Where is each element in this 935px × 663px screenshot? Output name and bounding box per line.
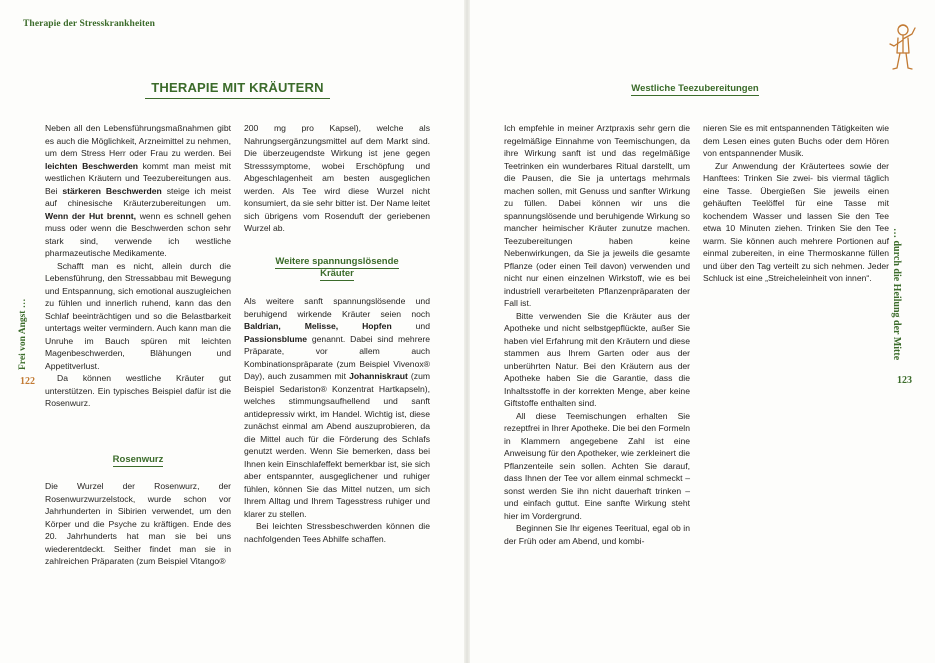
paragraph: Zur Anwendung der Kräutertees sowie der Hanftees: Trinken Sie zwei- bis viermal täglich eine Tasse. Übergießen Sie jeweils einen gehäuften Teelöffel für eine Tasse mit kochendem Wasser und lassen Sie den Tee etwa 10 Minuten ziehen. Trinken Sie den Tee warm. Sie können auch mehrere Portionen auf einmal zubereiten, in eine Thermoskanne füllen und über den Tag verteilt zu sich nehmen. Jeder Schluck ist eine „Streicheleinheit von innen“.: [703, 160, 889, 283]
paragraph: 200 mg pro Kapsel), welche als Nahrungsergänzungsmittel auf dem Markt sind. Die überzeugendste Wirkung ist jene gegen Stresssymptome, wobei Erschöpfung und Abgeschlagenheit am besten ausgeglichen werden. Als Tee wird diese Wurzel nicht konsumiert, da sie sehr bitter ist. Der Name leitet sich übrigens vom Rosenduft der geriebenen Wurzel ab.: [244, 123, 430, 233]
paragraph: Bei leichten Stressbeschwerden können die nachfolgenden Tees Abhilfe schaffen.: [244, 521, 430, 544]
paragraph: Ich empfehle in meiner Arztpraxis sehr gern die regelmäßige Einnahme von Teemischungen, da ihre Wirkung sanft ist und das regelmäßige Teetrinken ein wunderbares Ritual darstellt, um die Pausen, die Sie ja untertags mehrmals machen sollen, mit Genuss und sanfter Wirkung zu füllen. Dabei können wir uns die spannungslösende und beruhigende Wirkung so mancher heimischer Kräuter zunutze machen. Teezubereitungen haben keine Nebenwirkungen, da Sie ja jeweils die gesamte Pflanze (oder einen Teil davon) verwenden und nicht nur einen einzelnen Wirkstoff, wie es bei industriell verarbeiteten Pflanzenpräparaten der Fall ist.: [504, 123, 690, 308]
paragraph: [45, 122, 231, 260]
right-column-1: [504, 122, 690, 547]
text-run: Als weitere sanft spannungslösende und beruhigend wirkende Kräuter seien noch: [244, 296, 430, 319]
paragraph: [244, 295, 430, 520]
section-heading-rosenwurz: [45, 454, 231, 466]
section-heading-teezubereitungen: [600, 83, 790, 95]
heading-text: Rosenwurz: [112, 454, 164, 465]
bold-run: stärkeren Beschwerden: [62, 185, 162, 196]
paragraph: Schafft man es nicht, allein durch die Lebensführung, den Stressabbau mit Bewegung und Entspannung, sich emotional auszugleichen zu fühlen und innerlich ruhend, kann das den Schlaf beeinträchtigen und so die Belastbarkeit untertags weiter vermindern. Auch kann man die Unruhe im Bauch spüren mit leichten Magenbeschwerden, Blähungen und Appetitverlust.: [45, 260, 231, 371]
book-gutter: [464, 0, 470, 663]
side-tab-left: Frei von Angst …: [18, 298, 28, 370]
page-number-right: 123: [897, 375, 912, 386]
running-head: Therapie der Stresskrankheiten: [23, 19, 155, 29]
text-run: wenn es schnell gehen muss oder wenn die Beschwerden schon sehr stark sind, verwende ich westliche pharmazeutische Medikamente.: [45, 210, 231, 258]
text-run: steige ich meist auf chinesische Kräuterzubereitungen um.: [45, 185, 231, 208]
paragraph: All diese Teemischungen erhalten Sie rezeptfrei in Ihrer Apotheke. Die bei den Formeln in Klammern angegebene Zahl ist eine Anweisung für den Apotheker, wie zerkleinert die Pflanzenteile sein sollen. Achten Sie darauf, dass Ihnen der Tee vor allem einmal schmeckt – sonst werden Sie ihn nicht dauerhaft trinken – und einfach guttut. Eine sanfte Wirkung steht hier im Vordergrund.: [504, 410, 690, 521]
doctor-figure-icon: [884, 22, 920, 72]
side-tab-right: … durch die Heilung der Mitte: [891, 228, 902, 361]
paragraph: Da können westliche Kräuter gut unterstützen. Ein typisches Beispiel dafür ist die Rosenwurz.: [45, 373, 231, 408]
chapter-title: THERAPIE MIT KRÄUTERN: [145, 80, 330, 99]
text-run: und: [391, 321, 430, 331]
spannungsloesend-text: [244, 295, 430, 545]
heading-text: Westliche Teezubereitungen: [631, 83, 759, 94]
page-number-left: 122: [20, 376, 35, 387]
left-column-2: [244, 122, 430, 235]
rosenwurz-text: [45, 480, 231, 568]
bold-run: leichten Beschwerden: [45, 160, 138, 171]
text-run: kommt man meist mit westlichen Kräutern und Teezubereitungen aus. Bei: [45, 160, 231, 196]
section-heading-spannungsloesend: [244, 256, 430, 280]
heading-text: Weitere spannungslösende: [275, 256, 399, 267]
paragraph: nieren Sie es mit entspannenden Tätigkeiten wie dem Lesen eines guten Buchs oder dem Hören von entspannender Musik.: [703, 123, 889, 158]
bold-run: Passionsblume: [244, 333, 308, 344]
text-run: Neben all den Lebensführungsmaßnahmen gibt es auch die Möglichkeit, Arzneimittel zu nehmen, um dem Stress Herr oder Frau zu werden. Bei: [45, 123, 231, 158]
text-run: (zum Beispiel Sedariston® Konzentrat Hartkapseln), welches stimmungsaufhellend und sanft antidepressiv wirkt, im Handel. Wichtig ist, diese zunächst einmal am Abend auszuprobieren, da die Mittel auch für die Förderung des Schlafs genutzt werden. Wenn Sie bemerken, dass bei Ihnen kein Einschlafeffekt bemerkbar ist, sie sich aber entspannter, ausgeglichener und ruhiger fühlen, können Sie das Mittel nutzen, um sich Ihrem Alltag und Ihrem Tagesstress ruhiger und klarer zu stellen.: [244, 371, 431, 519]
paragraph: Die Wurzel der Rosenwurz, der Rosenwurzwurzelstock, wurde schon vor Jahrhunderten in Sibirien verwendet, um den Körper und die Psyche zu kräftigen. Ende des 20. Jahrhunderts hat man sie bei uns wiederentdeckt. Seither findet man sie in zahlreichen Präparaten (zum Beispiel Vitango®: [45, 481, 231, 566]
bold-run: Baldrian, Melisse, Hopfen: [244, 321, 392, 331]
paragraph: Beginnen Sie Ihr eigenes Teeritual, egal ob in der Früh oder am Abend, und kombi-: [504, 523, 690, 546]
text-run: genannt. Dabei sind mehrere Präparate, vor allem auch Kombinationspräparate (zum Beispiel Vivenox® Day), auch zusammen mit: [244, 333, 430, 381]
bold-run: Johanniskraut: [349, 371, 408, 381]
bold-run: Wenn der Hut brennt,: [45, 210, 137, 221]
heading-text: Kräuter: [320, 268, 354, 279]
paragraph: Bitte verwenden Sie die Kräuter aus der Apotheke und nicht selbstgepflückte, außer Sie haben viel Erfahrung mit den Kräutern und diese stammen aus Ihrem Garten oder aus der unberührten Natur. Bei den Kräutern aus der Apotheke haben Sie die Garantie, dass die Inhaltsstoffe in der korrekten Menge, aber keine Giftstoffe enthalten sind.: [504, 310, 690, 408]
left-column-1: [45, 122, 231, 410]
right-column-2: [703, 122, 889, 285]
